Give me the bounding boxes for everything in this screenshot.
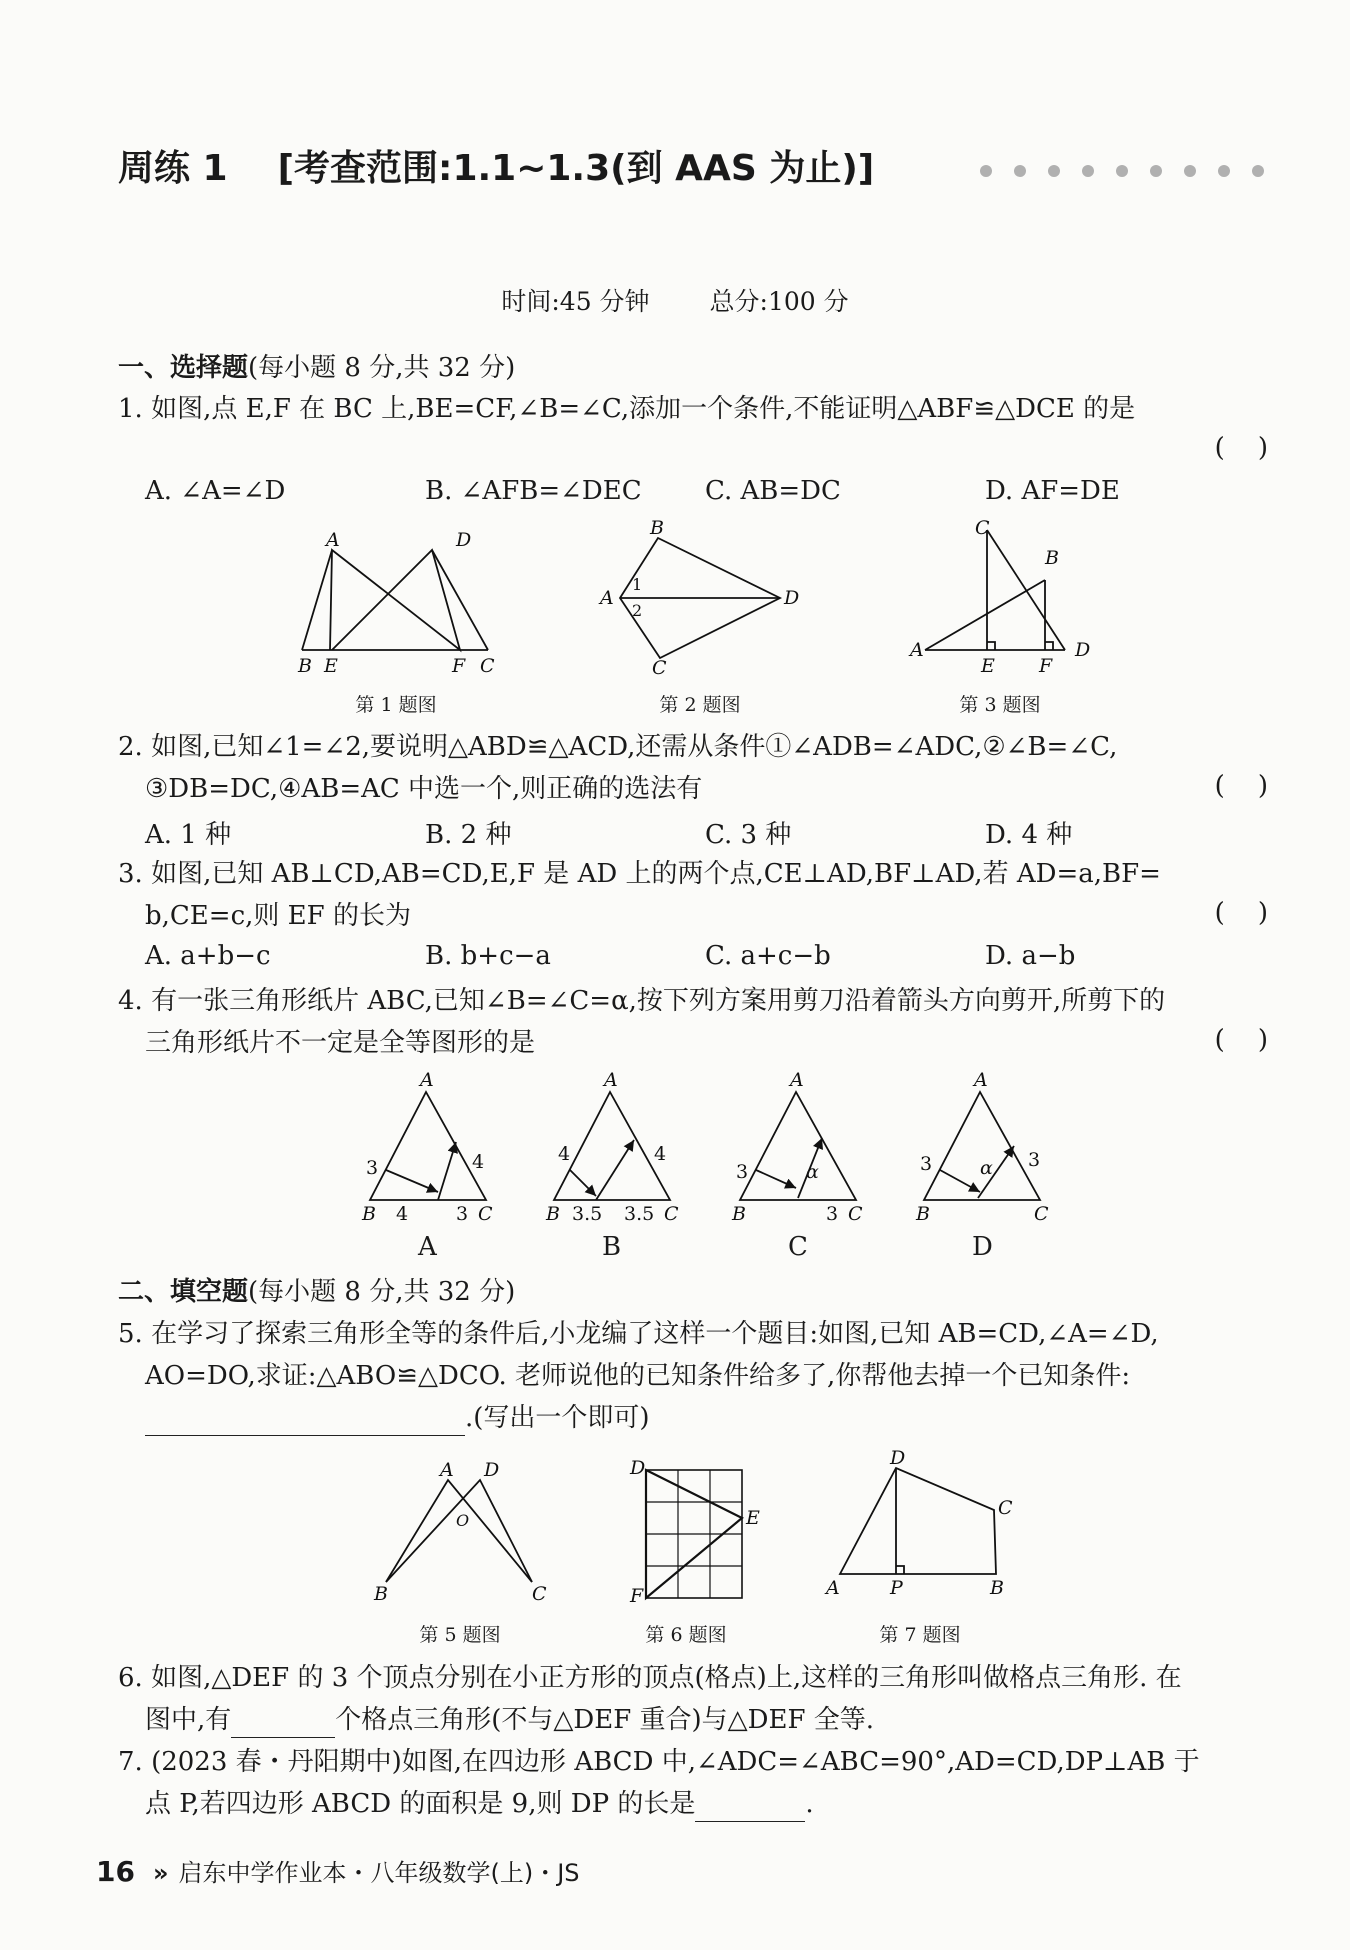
svg-text:D: D bbox=[1075, 639, 1091, 661]
svg-text:B: B bbox=[916, 1203, 930, 1225]
figure-q1 bbox=[290, 528, 510, 678]
svg-text:A: A bbox=[420, 1069, 434, 1091]
svg-text:D: D bbox=[890, 1447, 906, 1469]
q7-line1: 7. (2023 春・丹阳期中)如图,在四边形 ABCD 中,∠ADC=∠ABC=90°,AD=CD,DP⊥AB 于 bbox=[118, 1747, 1200, 1777]
svg-text:D: D bbox=[484, 1459, 500, 1481]
svg-text:P: P bbox=[890, 1577, 903, 1599]
section1-title: 一、选择题 bbox=[118, 353, 249, 383]
caption-fig3: 第 3 题图 bbox=[959, 694, 1041, 716]
svg-text:3: 3 bbox=[920, 1153, 933, 1175]
svg-text:C: C bbox=[998, 1497, 1013, 1519]
svg-text:B: B bbox=[650, 517, 664, 539]
svg-text:A: A bbox=[600, 587, 614, 609]
svg-text:C: C bbox=[652, 657, 667, 679]
q5-answer-blank[interactable] bbox=[145, 1409, 465, 1436]
svg-text:E: E bbox=[981, 655, 995, 677]
q3-line2: b,CE=c,则 EF 的长为 bbox=[145, 901, 411, 931]
q3-line1: 3. 如图,已知 AB⊥CD,AB=CD,E,F 是 AD 上的两个点,CE⊥AD,BF⊥AD,若 AD=a,BF= bbox=[118, 859, 1161, 889]
figure-q5 bbox=[370, 1459, 560, 1612]
svg-text:B: B bbox=[374, 1583, 388, 1605]
svg-text:3: 3 bbox=[366, 1157, 379, 1179]
figure-q6 bbox=[626, 1452, 760, 1612]
svg-text:D: D bbox=[784, 587, 800, 609]
svg-text:B: B bbox=[990, 1577, 1004, 1599]
q2-line2: ③DB=DC,④AB=AC 中选一个,则正确的选法有 bbox=[145, 774, 703, 804]
svg-text:C: C bbox=[478, 1203, 493, 1225]
section2-heading bbox=[118, 1274, 515, 1310]
q3-option-a[interactable]: A. a+b−c bbox=[145, 941, 271, 971]
svg-text:4: 4 bbox=[396, 1203, 409, 1225]
svg-text:3.5: 3.5 bbox=[624, 1203, 655, 1225]
svg-text:3.5: 3.5 bbox=[572, 1203, 603, 1225]
svg-text:A: A bbox=[604, 1069, 618, 1091]
q2-answer-paren[interactable]: ( ) bbox=[1214, 771, 1268, 801]
week-label: 周练 1 bbox=[118, 148, 228, 189]
total-score: 总分:100 分 bbox=[709, 287, 849, 316]
svg-text:2: 2 bbox=[632, 601, 643, 620]
q3-option-b[interactable]: B. b+c−a bbox=[425, 941, 551, 971]
svg-text:B: B bbox=[298, 655, 312, 677]
svg-text:E: E bbox=[746, 1507, 760, 1529]
svg-text:A: A bbox=[790, 1069, 804, 1091]
caption-fig2: 第 2 题图 bbox=[659, 694, 741, 716]
q2-option-d[interactable]: D. 4 种 bbox=[985, 820, 1073, 850]
svg-text:4: 4 bbox=[654, 1143, 667, 1165]
time-limit: 时间:45 分钟 bbox=[501, 287, 650, 316]
q5-line2: AO=DO,求证:△ABO≌△DCO. 老师说他的已知条件给多了,你帮他去掉一个已知条件: bbox=[145, 1361, 1131, 1391]
svg-text:1: 1 bbox=[632, 575, 643, 594]
q4-fig-label-b: B bbox=[602, 1232, 622, 1262]
q1-option-a[interactable]: A. ∠A=∠D bbox=[145, 476, 286, 506]
svg-text:C: C bbox=[848, 1203, 863, 1225]
q1-option-d[interactable]: D. AF=DE bbox=[985, 476, 1120, 506]
q7-line2 bbox=[145, 1786, 814, 1822]
q6-line2 bbox=[145, 1702, 874, 1738]
section2-title: 二、填空题 bbox=[118, 1277, 249, 1307]
svg-text:D: D bbox=[456, 529, 472, 551]
q3-answer-paren[interactable]: ( ) bbox=[1214, 898, 1268, 928]
svg-text:A: A bbox=[326, 529, 340, 551]
svg-text:A: A bbox=[910, 639, 924, 661]
svg-text:B: B bbox=[362, 1203, 376, 1225]
q3-option-d[interactable]: D. a−b bbox=[985, 941, 1076, 971]
svg-text:α: α bbox=[980, 1157, 993, 1179]
svg-text:F: F bbox=[452, 655, 466, 677]
svg-text:F: F bbox=[630, 1585, 644, 1607]
svg-text:3: 3 bbox=[826, 1203, 839, 1225]
figure-q3 bbox=[905, 517, 1095, 680]
svg-text:C: C bbox=[480, 655, 495, 677]
q6-line2-prefix: 图中,有 bbox=[145, 1705, 232, 1735]
chevron-right-icon: » bbox=[152, 1859, 169, 1887]
svg-text:3: 3 bbox=[456, 1203, 469, 1225]
q1-text: 1. 如图,点 E,F 在 BC 上,BE=CF,∠B=∠C,添加一个条件,不能证明△ABF≌△DCE 的是 bbox=[118, 394, 1136, 424]
q2-option-a[interactable]: A. 1 种 bbox=[145, 820, 232, 850]
svg-text:F: F bbox=[1039, 655, 1053, 677]
svg-text:O: O bbox=[456, 1511, 470, 1530]
q4-line1: 4. 有一张三角形纸片 ABC,已知∠B=∠C=α,按下列方案用剪刀沿着箭头方向剪开,所剪下的 bbox=[118, 986, 1166, 1016]
exam-meta bbox=[0, 282, 1350, 318]
caption-fig7: 第 7 题图 bbox=[879, 1624, 961, 1646]
exam-scope: [考查范围:1.1~1.3(到 AAS 为止)] bbox=[277, 148, 875, 189]
q5-line1: 5. 在学习了探索三角形全等的条件后,小龙编了这样一个题目:如图,已知 AB=CD,∠A=∠D, bbox=[118, 1319, 1159, 1349]
header-dots bbox=[980, 162, 1286, 181]
q3-option-c[interactable]: C. a+c−b bbox=[705, 941, 831, 971]
caption-fig1: 第 1 题图 bbox=[355, 694, 437, 716]
book-title: 启东中学作业本・八年级数学(上)・JS bbox=[178, 1859, 580, 1887]
caption-fig6: 第 6 题图 bbox=[645, 1624, 727, 1646]
q4-answer-paren[interactable]: ( ) bbox=[1214, 1025, 1268, 1055]
svg-text:C: C bbox=[664, 1203, 679, 1225]
section1-heading bbox=[118, 350, 515, 386]
svg-text:A: A bbox=[974, 1069, 988, 1091]
page-footer bbox=[96, 1853, 580, 1888]
q6-answer-blank[interactable] bbox=[231, 1711, 335, 1738]
q2-option-c[interactable]: C. 3 种 bbox=[705, 820, 792, 850]
svg-text:3: 3 bbox=[736, 1161, 749, 1183]
q4-fig-label-a: A bbox=[418, 1232, 437, 1262]
q1-option-c[interactable]: C. AB=DC bbox=[705, 476, 841, 506]
svg-text:E: E bbox=[324, 655, 338, 677]
q2-option-b[interactable]: B. 2 种 bbox=[425, 820, 512, 850]
q4-fig-label-c: C bbox=[788, 1232, 808, 1262]
q7-line2-suffix: . bbox=[805, 1789, 814, 1819]
figure-q7 bbox=[820, 1448, 1020, 1608]
q4-fig-label-d: D bbox=[972, 1232, 993, 1262]
figure-q4 bbox=[350, 1069, 1050, 1225]
svg-text:4: 4 bbox=[472, 1151, 485, 1173]
svg-text:B: B bbox=[732, 1203, 746, 1225]
section1-note: (每小题 8 分,共 32 分) bbox=[248, 353, 516, 383]
q7-answer-blank[interactable] bbox=[695, 1795, 805, 1822]
q5-line3-text: .(写出一个即可) bbox=[465, 1403, 650, 1433]
q7-line2-prefix: 点 P,若四边形 ABCD 的面积是 9,则 DP 的长是 bbox=[145, 1789, 696, 1819]
q5-line3 bbox=[145, 1400, 650, 1436]
section2-note: (每小题 8 分,共 32 分) bbox=[248, 1277, 516, 1307]
q2-line1: 2. 如图,已知∠1=∠2,要说明△ABD≌△ACD,还需从条件①∠ADB=∠ADC,②∠B=∠C, bbox=[118, 732, 1118, 762]
q1-answer-paren[interactable]: ( ) bbox=[1214, 433, 1268, 463]
figure-q2 bbox=[600, 518, 810, 678]
svg-text:α: α bbox=[806, 1161, 819, 1183]
svg-text:D: D bbox=[630, 1457, 646, 1479]
q1-option-b[interactable]: B. ∠AFB=∠DEC bbox=[425, 476, 642, 506]
caption-fig5: 第 5 题图 bbox=[419, 1624, 501, 1646]
svg-text:A: A bbox=[440, 1459, 454, 1481]
page-number: 16 bbox=[96, 1855, 135, 1888]
svg-text:A: A bbox=[826, 1577, 840, 1599]
q6-line1: 6. 如图,△DEF 的 3 个顶点分别在小正方形的顶点(格点)上,这样的三角形叫做格点三角形. 在 bbox=[118, 1663, 1182, 1693]
svg-text:C: C bbox=[975, 517, 990, 539]
svg-text:4: 4 bbox=[558, 1143, 571, 1165]
q6-line2-suffix: 个格点三角形(不与△DEF 重合)与△DEF 全等. bbox=[335, 1705, 875, 1735]
svg-text:C: C bbox=[532, 1583, 547, 1605]
svg-text:B: B bbox=[1045, 547, 1059, 569]
svg-text:3: 3 bbox=[1028, 1149, 1041, 1171]
page-header bbox=[118, 140, 874, 191]
q4-line2: 三角形纸片不一定是全等图形的是 bbox=[145, 1028, 536, 1058]
svg-text:B: B bbox=[546, 1203, 560, 1225]
svg-text:C: C bbox=[1034, 1203, 1049, 1225]
